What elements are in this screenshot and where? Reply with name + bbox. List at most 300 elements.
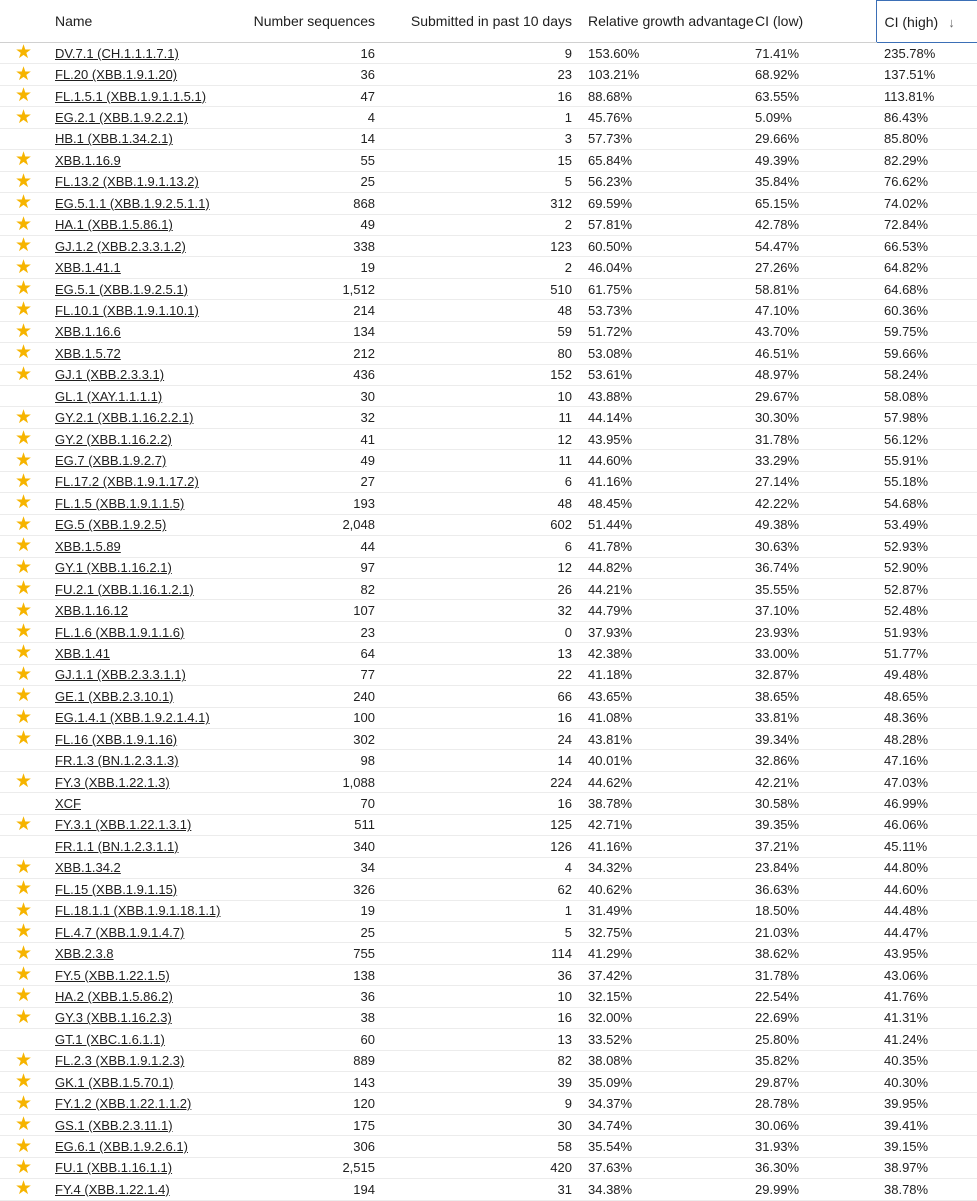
ci-low-cell: 63.55% — [745, 85, 876, 106]
ci-low-cell: 25.80% — [745, 1029, 876, 1050]
ci-low-cell: 68.92% — [745, 64, 876, 85]
submitted-cell: 12 — [381, 557, 578, 578]
variant-link[interactable]: FU.2.1 (XBB.1.16.1.2.1) — [55, 581, 194, 597]
relative-growth-cell: 44.82% — [578, 557, 745, 578]
number-sequences-cell: 36 — [236, 64, 381, 85]
relative-growth-cell: 32.15% — [578, 986, 745, 1007]
variant-link[interactable]: FY.5 (XBB.1.22.1.5) — [55, 967, 170, 983]
submitted-cell: 23 — [381, 64, 578, 85]
name-cell — [47, 921, 236, 942]
relative-growth-cell: 37.42% — [578, 964, 745, 985]
variant-link[interactable]: FL.4.7 (XBB.1.9.1.4.7) — [55, 924, 185, 940]
table-row — [0, 471, 977, 492]
variant-link[interactable]: GY.1 (XBB.1.16.2.1) — [55, 560, 172, 576]
star-cell — [0, 857, 47, 878]
variant-link[interactable]: XBB.1.34.2 — [55, 860, 121, 876]
relative-growth-cell: 43.81% — [578, 729, 745, 750]
number-sequences-cell: 889 — [236, 1050, 381, 1071]
variant-link[interactable]: XBB.1.41.1 — [55, 260, 121, 276]
star-icon: ★ — [14, 428, 33, 450]
number-sequences-cell: 326 — [236, 879, 381, 900]
star-icon: ★ — [14, 1135, 33, 1157]
number-sequences-cell: 30 — [236, 386, 381, 407]
submitted-cell: 48 — [381, 300, 578, 321]
ci-low-cell: 33.00% — [745, 643, 876, 664]
ci-high-cell: 137.51% — [876, 64, 977, 85]
name-cell — [47, 214, 236, 235]
ci-high-cell: 40.30% — [876, 1072, 977, 1093]
ci-high-cell: 48.28% — [876, 729, 977, 750]
ci-high-cell: 56.12% — [876, 428, 977, 449]
variant-link[interactable]: FL.18.1.1 (XBB.1.9.1.18.1.1) — [55, 903, 221, 919]
variant-link[interactable]: FL.10.1 (XBB.1.9.1.10.1) — [55, 302, 199, 318]
name-cell — [47, 964, 236, 985]
variant-link[interactable]: EG.7 (XBB.1.9.2.7) — [55, 453, 167, 469]
submitted-cell: 32 — [381, 600, 578, 621]
ci-high-cell: 52.48% — [876, 600, 977, 621]
star-icon: ★ — [14, 42, 33, 64]
table-row — [0, 450, 977, 471]
name-cell — [47, 257, 236, 278]
table-row — [0, 921, 977, 942]
star-icon: ★ — [14, 1114, 33, 1136]
relative-growth-cell: 42.38% — [578, 643, 745, 664]
ci-high-cell: 52.93% — [876, 536, 977, 557]
number-sequences-cell: 49 — [236, 450, 381, 471]
star-cell — [0, 407, 47, 428]
table-row — [0, 643, 977, 664]
submitted-cell: 39 — [381, 1072, 578, 1093]
relative-growth-cell: 35.09% — [578, 1072, 745, 1093]
variant-link[interactable]: EG.5.1 (XBB.1.9.2.5.1) — [55, 281, 188, 297]
name-cell — [47, 793, 236, 814]
relative-growth-cell: 44.62% — [578, 771, 745, 792]
star-icon: ★ — [14, 1071, 33, 1093]
relative-growth-cell: 41.16% — [578, 836, 745, 857]
star-cell — [0, 64, 47, 85]
name-cell — [47, 128, 236, 149]
star-cell — [0, 879, 47, 900]
star-cell — [0, 1136, 47, 1157]
variant-link[interactable]: EG.5.1.1 (XBB.1.9.2.5.1.1) — [55, 195, 210, 211]
ci-low-cell: 37.21% — [745, 836, 876, 857]
ci-high-cell: 41.24% — [876, 1029, 977, 1050]
variant-link[interactable]: XBB.1.5.89 — [55, 538, 121, 554]
ci-high-cell: 48.65% — [876, 686, 977, 707]
submitted-cell: 123 — [381, 235, 578, 256]
name-cell — [47, 986, 236, 1007]
table-row — [0, 85, 977, 106]
number-sequences-cell: 134 — [236, 321, 381, 342]
variant-link[interactable]: FL.1.6 (XBB.1.9.1.1.6) — [55, 624, 185, 640]
relative-growth-cell: 41.16% — [578, 471, 745, 492]
number-sequences-cell: 38 — [236, 1007, 381, 1028]
table-row — [0, 1007, 977, 1028]
relative-growth-cell: 40.62% — [578, 879, 745, 900]
number-sequences-cell: 19 — [236, 900, 381, 921]
star-cell — [0, 364, 47, 385]
variant-link[interactable]: FY.4 (XBB.1.22.1.4) — [55, 1181, 170, 1197]
star-icon: ★ — [14, 256, 33, 278]
submitted-cell: 59 — [381, 321, 578, 342]
star-cell — [0, 428, 47, 449]
variant-link[interactable]: FY.3.1 (XBB.1.22.1.3.1) — [55, 817, 192, 833]
relative-growth-cell: 35.54% — [578, 1136, 745, 1157]
variant-link[interactable]: XBB.1.16.6 — [55, 324, 121, 340]
variant-link[interactable]: XCF — [55, 796, 81, 812]
ci-high-cell: 51.93% — [876, 621, 977, 642]
ci-low-cell: 18.50% — [745, 900, 876, 921]
ci-high-label: CI (high) — [884, 13, 939, 30]
ci-high-cell: 41.76% — [876, 986, 977, 1007]
table-row — [0, 621, 977, 642]
relative-growth-cell: 51.44% — [578, 514, 745, 535]
table-row — [0, 536, 977, 557]
variant-link[interactable]: XBB.2.3.8 — [55, 946, 114, 962]
submitted-cell: 22 — [381, 664, 578, 685]
submitted-cell: 152 — [381, 364, 578, 385]
ci-high-cell: 44.60% — [876, 879, 977, 900]
ci-high-cell: 52.87% — [876, 578, 977, 599]
star-cell — [0, 900, 47, 921]
ci-low-cell: 31.78% — [745, 964, 876, 985]
relative-growth-cell: 69.59% — [578, 193, 745, 214]
column-header-ci-high[interactable] — [876, 1, 977, 43]
star-cell — [0, 257, 47, 278]
variant-link[interactable]: GS.1 (XBB.2.3.11.1) — [55, 1117, 173, 1133]
name-cell — [47, 235, 236, 256]
ci-low-cell: 48.97% — [745, 364, 876, 385]
ci-high-cell: 44.80% — [876, 857, 977, 878]
number-sequences-cell: 120 — [236, 1093, 381, 1114]
number-sequences-cell: 175 — [236, 1114, 381, 1135]
submitted-cell: 0 — [381, 621, 578, 642]
number-sequences-cell: 23 — [236, 621, 381, 642]
variant-link[interactable]: XBB.1.5.72 — [55, 345, 121, 361]
name-cell — [47, 643, 236, 664]
star-icon: ★ — [14, 192, 33, 214]
name-cell — [47, 386, 236, 407]
ci-high-cell: 44.48% — [876, 900, 977, 921]
relative-growth-cell: 65.84% — [578, 150, 745, 171]
ci-low-cell: 39.35% — [745, 814, 876, 835]
variant-link[interactable]: FU.1 (XBB.1.16.1.1) — [55, 1160, 173, 1176]
variant-link[interactable]: FL.13.2 (XBB.1.9.1.13.2) — [55, 174, 199, 190]
submitted-cell: 24 — [381, 729, 578, 750]
star-cell — [0, 128, 47, 149]
variant-link[interactable]: FL.20 (XBB.1.9.1.20) — [55, 67, 178, 83]
star-cell — [0, 85, 47, 106]
star-cell — [0, 986, 47, 1007]
star-cell — [0, 578, 47, 599]
star-icon: ★ — [14, 278, 33, 300]
ci-low-cell: 35.82% — [745, 1050, 876, 1071]
variant-link[interactable]: XBB.1.41 — [55, 645, 110, 661]
variant-link[interactable]: EG.1.4.1 (XBB.1.9.2.1.4.1) — [55, 710, 210, 726]
number-sequences-cell: 82 — [236, 578, 381, 599]
ci-high-cell: 41.31% — [876, 1007, 977, 1028]
table-row — [0, 1179, 977, 1200]
star-cell — [0, 171, 47, 192]
ci-low-cell: 21.03% — [745, 921, 876, 942]
star-cell — [0, 43, 47, 64]
ci-high-cell: 58.08% — [876, 386, 977, 407]
number-sequences-cell: 44 — [236, 536, 381, 557]
variant-link[interactable]: FL.15 (XBB.1.9.1.15) — [55, 881, 178, 897]
relative-growth-cell: 41.78% — [578, 536, 745, 557]
number-sequences-cell: 64 — [236, 643, 381, 664]
table-row — [0, 514, 977, 535]
star-column-header — [0, 1, 47, 43]
ci-low-cell: 30.63% — [745, 536, 876, 557]
column-header-submitted[interactable]: Submitted in past 10 days — [381, 1, 578, 43]
number-sequences-cell: 436 — [236, 364, 381, 385]
star-icon: ★ — [14, 964, 33, 986]
star-icon: ★ — [14, 663, 33, 685]
relative-growth-cell: 38.08% — [578, 1050, 745, 1071]
variant-link[interactable]: FL.2.3 (XBB.1.9.1.2.3) — [55, 1053, 185, 1069]
relative-growth-cell: 41.18% — [578, 664, 745, 685]
variant-link[interactable]: GY.2 (XBB.1.16.2.2) — [55, 431, 172, 447]
table-row — [0, 729, 977, 750]
column-header-relative-growth[interactable]: Relative growth advantage — [578, 1, 745, 43]
ci-high-cell: 38.97% — [876, 1157, 977, 1178]
table-row — [0, 300, 977, 321]
ci-low-cell: 42.78% — [745, 214, 876, 235]
ci-high-cell: 85.80% — [876, 128, 977, 149]
star-cell — [0, 664, 47, 685]
ci-low-cell: 31.78% — [745, 428, 876, 449]
submitted-cell: 125 — [381, 814, 578, 835]
star-cell — [0, 943, 47, 964]
submitted-cell: 58 — [381, 1136, 578, 1157]
submitted-cell: 62 — [381, 879, 578, 900]
variant-link[interactable]: FY.3 (XBB.1.22.1.3) — [55, 774, 170, 790]
ci-high-cell: 59.66% — [876, 343, 977, 364]
variant-link[interactable]: XBB.1.16.12 — [55, 603, 128, 619]
variant-link[interactable]: FL.17.2 (XBB.1.9.1.17.2) — [55, 474, 199, 490]
relative-growth-cell: 34.32% — [578, 857, 745, 878]
submitted-cell: 312 — [381, 193, 578, 214]
variant-link[interactable]: FR.1.3 (BN.1.2.3.1.3) — [55, 753, 179, 769]
star-cell — [0, 235, 47, 256]
ci-low-cell: 30.58% — [745, 793, 876, 814]
variant-link[interactable]: FY.1.2 (XBB.1.22.1.1.2) — [55, 1096, 192, 1112]
variant-link[interactable]: HA.1 (XBB.1.5.86.1) — [55, 217, 173, 233]
number-sequences-cell: 868 — [236, 193, 381, 214]
ci-low-cell: 36.63% — [745, 879, 876, 900]
relative-growth-cell: 37.63% — [578, 1157, 745, 1178]
star-icon: ★ — [14, 813, 33, 835]
star-cell — [0, 1179, 47, 1200]
name-cell — [47, 578, 236, 599]
number-sequences-cell: 97 — [236, 557, 381, 578]
variant-link[interactable]: EG.5 (XBB.1.9.2.5) — [55, 517, 167, 533]
submitted-cell: 6 — [381, 536, 578, 557]
variant-link[interactable]: GL.1 (XAY.1.1.1.1) — [55, 388, 163, 404]
number-sequences-cell: 240 — [236, 686, 381, 707]
star-cell — [0, 321, 47, 342]
relative-growth-cell: 60.50% — [578, 235, 745, 256]
relative-growth-cell: 61.75% — [578, 278, 745, 299]
number-sequences-cell: 1,512 — [236, 278, 381, 299]
ci-high-cell: 66.53% — [876, 235, 977, 256]
relative-growth-cell: 41.29% — [578, 943, 745, 964]
ci-low-cell: 43.70% — [745, 321, 876, 342]
number-sequences-cell: 2,048 — [236, 514, 381, 535]
variant-link[interactable]: GE.1 (XBB.2.3.10.1) — [55, 688, 174, 704]
variant-link[interactable]: GY.2.1 (XBB.1.16.2.2.1) — [55, 410, 194, 426]
variant-link[interactable]: FL.16 (XBB.1.9.1.16) — [55, 731, 178, 747]
star-cell — [0, 1007, 47, 1028]
star-icon: ★ — [14, 685, 33, 707]
star-cell — [0, 1029, 47, 1050]
star-icon: ★ — [14, 1092, 33, 1114]
table-row — [0, 107, 977, 128]
ci-high-cell: 46.99% — [876, 793, 977, 814]
column-header-ci-low[interactable]: CI (low) — [745, 1, 876, 43]
submitted-cell: 13 — [381, 1029, 578, 1050]
name-cell — [47, 1029, 236, 1050]
name-cell — [47, 171, 236, 192]
name-cell — [47, 600, 236, 621]
name-cell — [47, 621, 236, 642]
name-cell — [47, 879, 236, 900]
number-sequences-cell: 34 — [236, 857, 381, 878]
ci-low-cell: 54.47% — [745, 235, 876, 256]
variant-link[interactable]: FR.1.1 (BN.1.2.3.1.1) — [55, 838, 179, 854]
arrow-down-icon[interactable]: ↓ — [948, 14, 955, 30]
star-icon: ★ — [14, 106, 33, 128]
relative-growth-cell: 34.38% — [578, 1179, 745, 1200]
table-row — [0, 428, 977, 449]
name-cell — [47, 278, 236, 299]
ci-high-cell: 39.15% — [876, 1136, 977, 1157]
submitted-cell: 14 — [381, 750, 578, 771]
name-cell — [47, 493, 236, 514]
number-sequences-cell: 19 — [236, 257, 381, 278]
table-row — [0, 750, 977, 771]
table-row — [0, 43, 977, 64]
name-cell — [47, 428, 236, 449]
submitted-cell: 2 — [381, 214, 578, 235]
relative-growth-cell: 57.73% — [578, 128, 745, 149]
ci-low-cell: 36.74% — [745, 557, 876, 578]
name-cell — [47, 471, 236, 492]
variant-link[interactable]: GJ.1.2 (XBB.2.3.3.1.2) — [55, 238, 186, 254]
submitted-cell: 82 — [381, 1050, 578, 1071]
variant-link[interactable]: GT.1 (XBC.1.6.1.1) — [55, 1031, 165, 1047]
table-row — [0, 1136, 977, 1157]
star-icon: ★ — [14, 856, 33, 878]
star-icon: ★ — [14, 1049, 33, 1071]
column-header-name[interactable]: Name — [47, 1, 236, 43]
table-row — [0, 771, 977, 792]
relative-growth-cell: 34.37% — [578, 1093, 745, 1114]
name-cell — [47, 771, 236, 792]
submitted-cell: 224 — [381, 771, 578, 792]
relative-growth-cell: 43.65% — [578, 686, 745, 707]
relative-growth-cell: 33.52% — [578, 1029, 745, 1050]
star-icon: ★ — [14, 642, 33, 664]
name-cell — [47, 536, 236, 557]
name-cell — [47, 943, 236, 964]
name-cell — [47, 514, 236, 535]
relative-growth-cell: 46.04% — [578, 257, 745, 278]
submitted-cell: 4 — [381, 857, 578, 878]
table-row — [0, 235, 977, 256]
submitted-cell: 16 — [381, 707, 578, 728]
submitted-cell: 510 — [381, 278, 578, 299]
variant-link[interactable]: HA.2 (XBB.1.5.86.2) — [55, 988, 173, 1004]
ci-high-cell: 86.43% — [876, 107, 977, 128]
name-cell — [47, 1007, 236, 1028]
ci-high-cell: 59.75% — [876, 321, 977, 342]
name-cell — [47, 300, 236, 321]
table-row — [0, 407, 977, 428]
relative-growth-cell: 34.74% — [578, 1114, 745, 1135]
star-cell — [0, 1072, 47, 1093]
variant-link[interactable]: FL.1.5.1 (XBB.1.9.1.1.5.1) — [55, 88, 207, 104]
name-cell — [47, 1179, 236, 1200]
relative-growth-cell: 53.73% — [578, 300, 745, 321]
ci-low-cell: 5.09% — [745, 107, 876, 128]
star-cell — [0, 1050, 47, 1071]
ci-high-cell: 51.77% — [876, 643, 977, 664]
star-cell — [0, 1114, 47, 1135]
submitted-cell: 114 — [381, 943, 578, 964]
ci-high-cell: 82.29% — [876, 150, 977, 171]
table-row — [0, 836, 977, 857]
number-sequences-cell: 212 — [236, 343, 381, 364]
ci-low-cell: 31.93% — [745, 1136, 876, 1157]
ci-low-cell: 42.21% — [745, 771, 876, 792]
variant-link[interactable]: XBB.1.16.9 — [55, 152, 121, 168]
table-row — [0, 964, 977, 985]
relative-growth-cell: 44.14% — [578, 407, 745, 428]
variant-link[interactable]: EG.6.1 (XBB.1.9.2.6.1) — [55, 1139, 188, 1155]
name-cell — [47, 407, 236, 428]
submitted-cell: 9 — [381, 43, 578, 64]
submitted-cell: 10 — [381, 986, 578, 1007]
name-cell — [47, 1136, 236, 1157]
variant-link[interactable]: DV.7.1 (CH.1.1.1.7.1) — [55, 45, 179, 61]
variant-link[interactable]: EG.2.1 (XBB.1.9.2.2.1) — [55, 110, 188, 126]
submitted-cell: 5 — [381, 171, 578, 192]
variant-link[interactable]: HB.1 (XBB.1.34.2.1) — [55, 131, 173, 147]
ci-low-cell: 38.65% — [745, 686, 876, 707]
variant-link[interactable]: GJ.1.1 (XBB.2.3.3.1.1) — [55, 667, 186, 683]
table-row — [0, 900, 977, 921]
submitted-cell: 126 — [381, 836, 578, 857]
submitted-cell: 66 — [381, 686, 578, 707]
relative-growth-cell: 37.93% — [578, 621, 745, 642]
ci-low-cell: 47.10% — [745, 300, 876, 321]
variant-link[interactable]: GY.3 (XBB.1.16.2.3) — [55, 1010, 172, 1026]
ci-low-cell: 29.99% — [745, 1179, 876, 1200]
table-row — [0, 321, 977, 342]
submitted-cell: 602 — [381, 514, 578, 535]
ci-high-cell: 58.24% — [876, 364, 977, 385]
relative-growth-cell: 41.08% — [578, 707, 745, 728]
ci-high-cell: 53.49% — [876, 514, 977, 535]
star-icon: ★ — [14, 470, 33, 492]
column-header-number-sequences[interactable]: Number sequences — [236, 1, 381, 43]
variant-link[interactable]: FL.1.5 (XBB.1.9.1.1.5) — [55, 495, 185, 511]
variant-link[interactable]: GJ.1 (XBB.2.3.3.1) — [55, 367, 165, 383]
name-cell — [47, 814, 236, 835]
variant-link[interactable]: GK.1 (XBB.1.5.70.1) — [55, 1074, 174, 1090]
